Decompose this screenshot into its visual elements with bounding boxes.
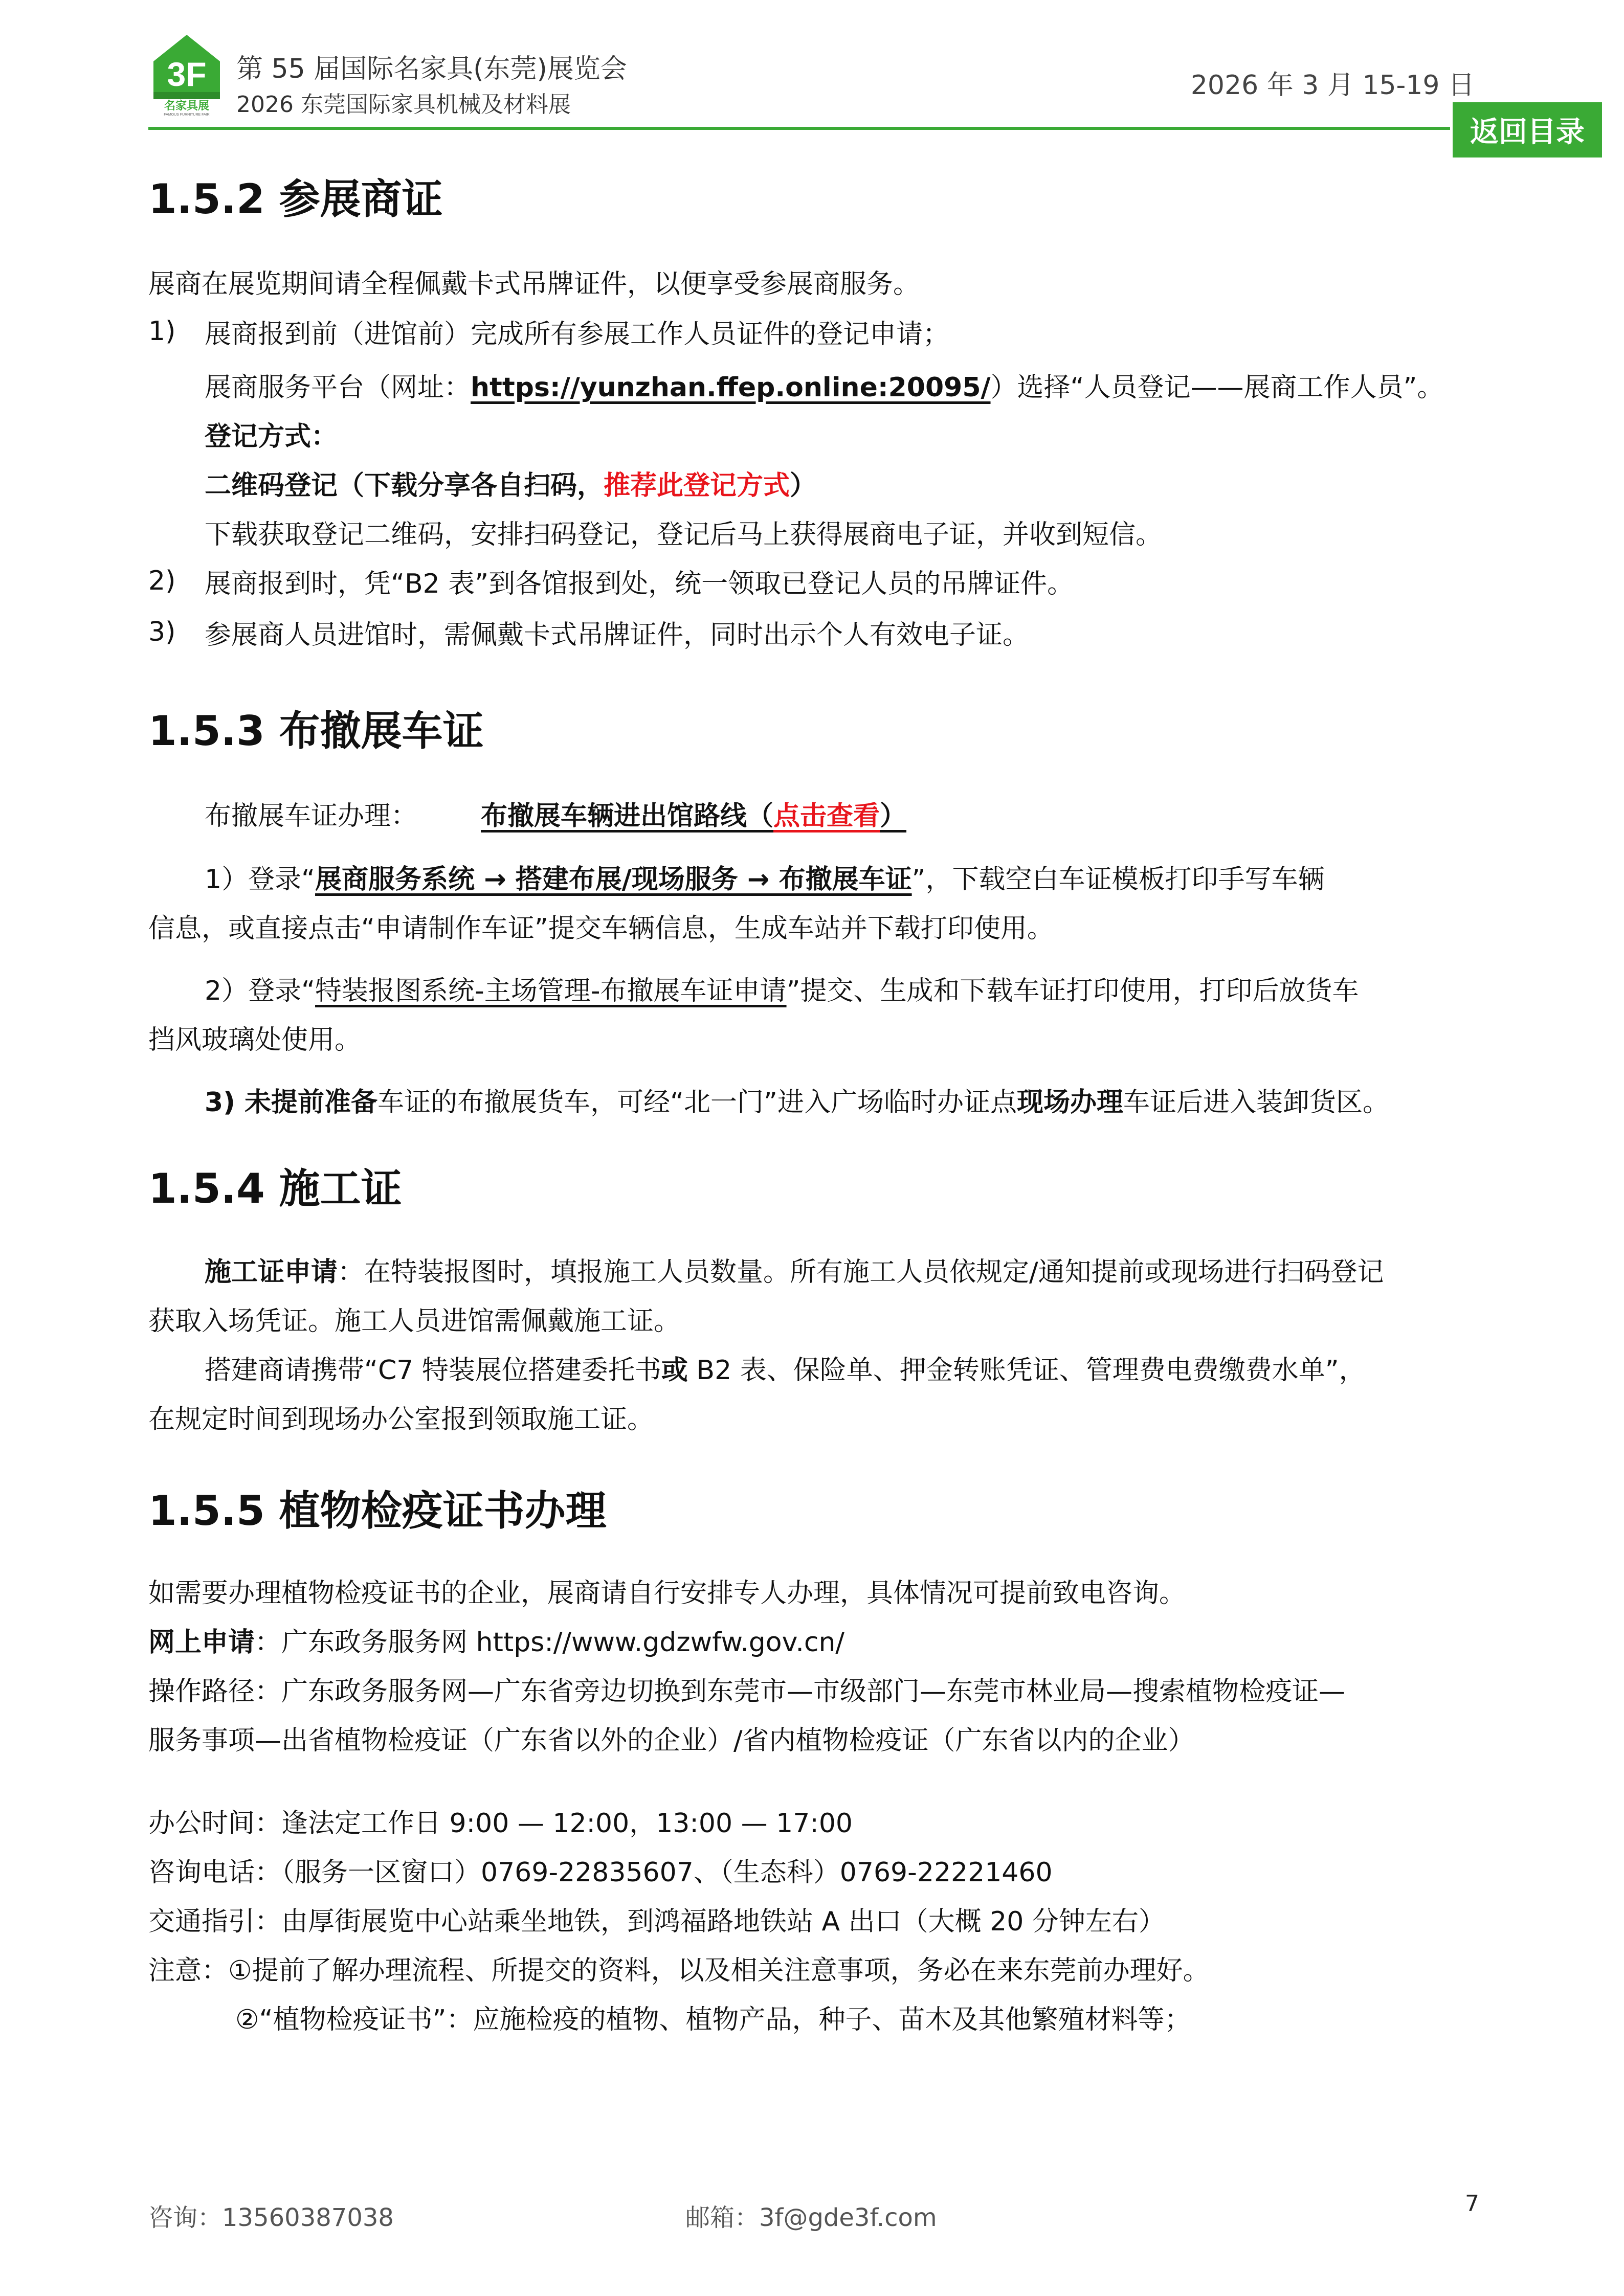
qr-registration-line	[205, 461, 816, 510]
list-number: 3)	[148, 617, 176, 647]
exhibitor-system-path-link[interactable]: 展商服务系统 → 搭建布展/现场服务 → 布撤展车证	[315, 864, 912, 895]
vehicle-route-link-close[interactable]: ）	[880, 801, 907, 831]
online-application-url: ：广东政务服务网 https://www.gdzwfw.gov.cn/	[255, 1627, 844, 1658]
vehicle-step-1-cont: 信息，或直接点击“申请制作车证”提交车辆信息，生成车站并下载打印使用。	[148, 913, 1054, 944]
note-1: 注意：①提前了解办理流程、所提交的资料，以及相关注意事项，务必在来东莞前办理好。	[148, 1955, 1210, 1986]
on-site-processing: 现场办理	[1016, 1087, 1123, 1118]
platform-line	[205, 363, 1443, 412]
qr-registration-prefix: 二维码登记（下载分享各自扫码，	[205, 470, 604, 501]
vehicle-step-2-cont: 挡风玻璃处使用。	[148, 1025, 362, 1055]
qr-registration-description: 下载获取登记二维码，安排扫码登记，登记后马上获得展商电子证，并收到短信。	[205, 520, 1163, 550]
quarantine-intro: 如需要办理植物检疫证书的企业，展商请自行安排专人办理，具体情况可提前致电咨询。	[148, 1578, 1186, 1609]
step-2-suffix: ”提交、生成和下载车证打印使用，打印后放货车	[786, 976, 1359, 1006]
step-2-prefix: 2）登录“	[205, 976, 316, 1006]
section-heading-1-5-4: 1.5.4 施工证	[148, 1165, 402, 1212]
list-number: 2)	[148, 566, 176, 596]
operation-path-line-1: 操作路径：广东政务服务网—广东省旁边切换到东莞市—市级部门—东莞市林业局—搜索植物检疫证—	[148, 1676, 1346, 1707]
para-2-prefix: 搭建商请携带“C7 特装展位搭建委托书	[205, 1355, 661, 1386]
exhibitor-badge-intro: 展商在展览期间请全程佩戴卡式吊牌证件，以便享受参展商服务。	[148, 269, 920, 300]
construction-pass-para-2-cont: 在规定时间到现场办公室报到领取施工证。	[148, 1404, 654, 1435]
construction-pass-apply-text: ：在特装报图时，填报施工人员数量。所有施工人员依规定/通知提前或现场进行扫码登记	[338, 1257, 1384, 1288]
svg-text:FAMOUS FURNITURE FAIR: FAMOUS FURNITURE FAIR	[164, 113, 210, 117]
platform-suffix: ）选择“人员登记——展商工作人员”。	[990, 372, 1444, 403]
click-to-view-link[interactable]: 点击查看	[773, 801, 880, 831]
drawing-system-path-link[interactable]: 特装报图系统-主场管理-布撤展车证申请	[315, 976, 787, 1006]
back-to-contents-button[interactable]: 返回目录	[1453, 102, 1602, 157]
list-item-text: 展商报到前（进馆前）完成所有参展工作人员证件的登记申请；	[205, 319, 950, 350]
qr-registration-close: ）	[790, 470, 817, 501]
step-3-bold: 3) 未提前准备	[205, 1087, 378, 1118]
online-application-line	[148, 1618, 844, 1667]
list-number: 1)	[148, 316, 176, 347]
operation-path-line-2: 服务事项—出省植物检疫证（广东省以外的企业）/省内植物检疫证（广东省以内的企业）	[148, 1725, 1195, 1756]
page-number: 7	[1465, 2191, 1479, 2217]
note-2: ②“植物检疫证书”：应施检疫的植物、植物产品，种子、苗木及其他繁殖材料等；	[235, 2005, 1191, 2035]
vehicle-step-3	[205, 1078, 1389, 1127]
3f-logo	[153, 35, 220, 117]
section-heading-1-5-3: 1.5.3 布撤展车证	[148, 707, 484, 755]
vehicle-step-2	[205, 966, 1359, 1016]
registration-method-label: 登记方式：	[205, 421, 338, 452]
construction-pass-apply-label: 施工证申请	[205, 1257, 338, 1288]
footer-email: 邮箱：3f@gde3f.com	[685, 2203, 937, 2232]
exhibition-subtitle: 2026 东莞国际家具机械及材料展	[236, 92, 571, 118]
section-heading-1-5-5: 1.5.5 植物检疫证书办理	[148, 1487, 607, 1535]
svg-text:名家具展: 名家具展	[164, 100, 210, 112]
vehicle-route-link-text[interactable]: 布撤展车辆进出馆路线（	[481, 801, 774, 831]
platform-url-link[interactable]: https://yunzhan.ffep.online:20095/	[471, 372, 991, 403]
list-item-text: 参展商人员进馆时，需佩戴卡式吊牌证件，同时出示个人有效电子证。	[205, 620, 1030, 650]
construction-pass-para-1	[205, 1248, 1384, 1297]
platform-prefix: 展商服务平台（网址：	[205, 372, 471, 403]
exhibition-date: 2026 年 3 月 15-19 日	[1190, 70, 1475, 101]
svg-text:3F: 3F	[167, 55, 207, 93]
vehicle-pass-label: 布撤展车证办理：	[205, 801, 418, 831]
step-3-middle: 车证的布撤展货车，可经“北一门”进入广场临时办证点	[377, 1087, 1017, 1118]
step-1-suffix: ”，下载空白车证模板打印手写车辆	[911, 864, 1325, 895]
para-2-suffix: B2 表、保险单、押金转账凭证、管理费电费缴费水单”，	[687, 1355, 1366, 1386]
step-3-suffix: 车证后进入装卸货区。	[1123, 1087, 1389, 1118]
construction-pass-para-1-cont: 获取入场凭证。施工人员进馆需佩戴施工证。	[148, 1306, 681, 1337]
office-hours: 办公时间：逢法定工作日 9:00 — 12:00，13:00 — 17:00	[148, 1808, 853, 1839]
construction-pass-para-2	[205, 1346, 1366, 1395]
header-divider	[148, 127, 1450, 130]
consult-phone: 咨询电话：（服务一区窗口）0769-22835607、（生态科）0769-22221460	[148, 1857, 1053, 1888]
section-heading-1-5-2: 1.5.2 参展商证	[148, 175, 443, 223]
online-application-label: 网上申请	[148, 1627, 255, 1658]
vehicle-route-link[interactable]	[481, 792, 906, 841]
vehicle-step-1	[205, 855, 1325, 904]
or-keyword: 或	[661, 1355, 688, 1386]
footer-contact: 咨询：13560387038	[148, 2203, 394, 2232]
exhibition-title: 第 55 届国际名家具(东莞)展览会	[236, 54, 627, 84]
recommended-method-highlight: 推荐此登记方式	[604, 470, 790, 501]
step-1-prefix: 1）登录“	[205, 864, 316, 895]
traffic-guide: 交通指引：由厚街展览中心站乘坐地铁，到鸿福路地铁站 A 出口（大概 20 分钟左右）	[148, 1906, 1165, 1937]
list-item-text: 展商报到时，凭“B2 表”到各馆报到处，统一领取已登记人员的吊牌证件。	[205, 569, 1074, 599]
